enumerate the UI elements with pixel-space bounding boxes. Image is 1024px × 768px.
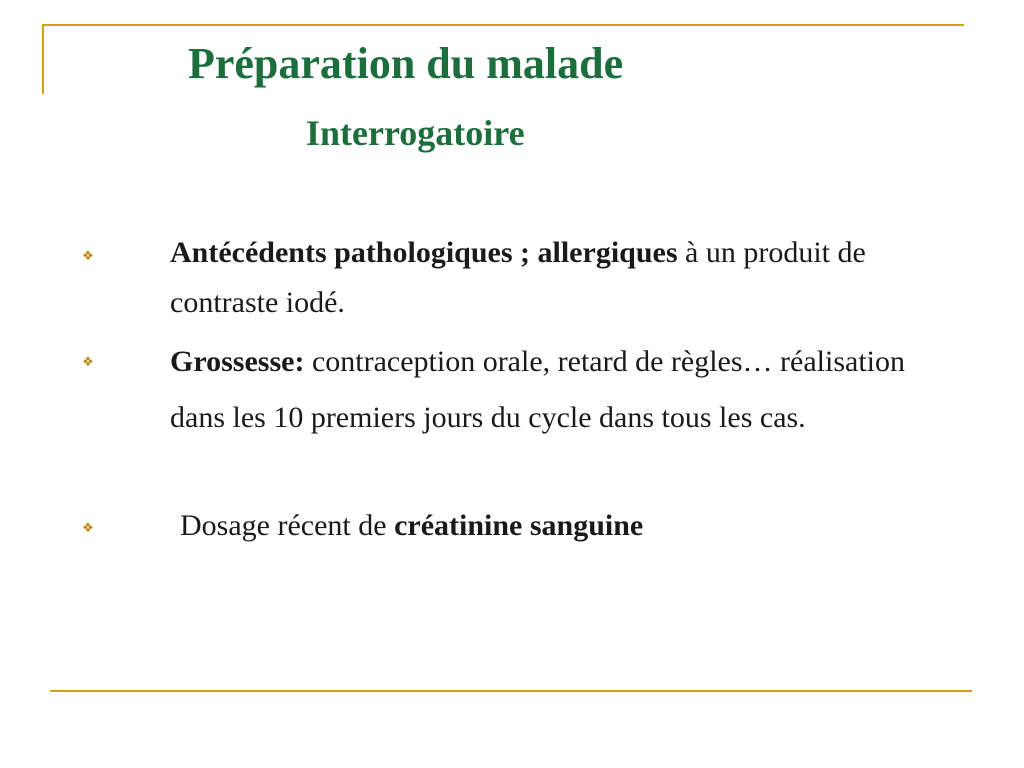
diamond-bullet-icon: ❖: [82, 248, 94, 263]
top-decorative-line: [42, 24, 964, 26]
bullet-bold-text: Grossesse:: [170, 345, 305, 378]
bottom-decorative-line: [50, 690, 972, 692]
diamond-bullet-icon: ❖: [82, 354, 94, 369]
bullet-bold-text: Antécédents pathologiques ; allergiques: [170, 236, 678, 269]
bullet-plain-text: Dosage récent de: [180, 509, 395, 542]
bullet-text: [180, 500, 950, 552]
left-decorative-line: [42, 24, 44, 94]
bullet-text: [170, 334, 940, 446]
slide-title: Préparation du malade: [188, 39, 624, 88]
diamond-bullet-icon: ❖: [82, 520, 94, 535]
bullet-plain-text: contraception orale, retard de règles… réalisation dans les 10 premiers jours du cycle dans tous les cas.: [170, 345, 905, 434]
slide-subtitle: Interrogatoire: [306, 113, 525, 153]
bullet-text: [170, 228, 940, 328]
bullet-plain-text: à un produit de contraste iodé.: [170, 236, 866, 319]
bullet-bold-text: créatinine sanguine: [394, 509, 644, 542]
